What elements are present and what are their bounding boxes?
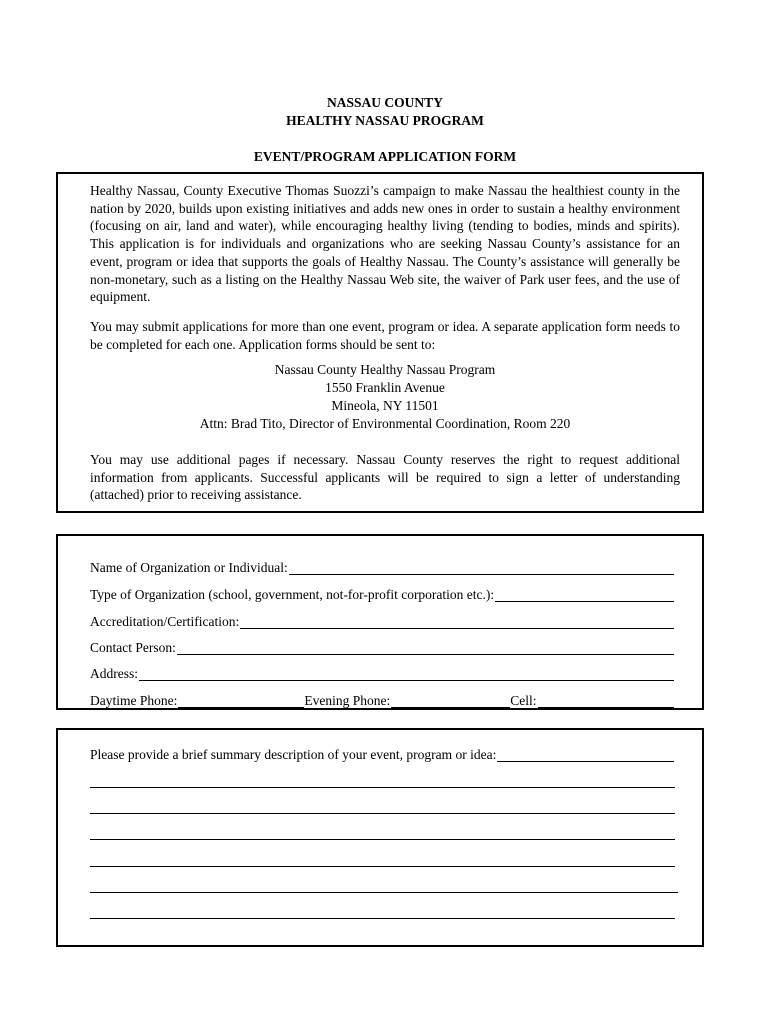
summary-prompt-row (90, 745, 674, 762)
address-row (90, 664, 674, 681)
mailing-address-attn: Attn: Brad Tito, Director of Environmental Coordination, Room 220 (199, 416, 571, 431)
summary-line-3[interactable] (90, 839, 675, 840)
org-name-label: Name of Organization or Individual: (90, 560, 288, 575)
evening-phone-field[interactable] (391, 694, 510, 708)
intro-paragraph-3: You may use additional pages if necessary. Nassau County reserves the right to request additional information from applicants. Successful applicants will be required to sign a letter of understanding (attached) prior to receiving assistance. (90, 452, 680, 503)
org-type-field[interactable] (495, 588, 674, 602)
org-name-field[interactable] (289, 561, 674, 575)
contact-field[interactable] (177, 641, 674, 655)
address-label: Address: (90, 666, 138, 681)
county-title: NASSAU COUNTY (327, 95, 443, 110)
contact-row (90, 638, 674, 655)
mailing-address-line-2: 1550 Franklin Avenue (325, 380, 445, 395)
accreditation-field[interactable] (240, 615, 674, 629)
accreditation-row (90, 612, 674, 629)
org-type-label: Type of Organization (school, government, not-for-profit corporation etc.): (90, 587, 495, 602)
contact-label: Contact Person: (90, 640, 176, 655)
summary-prompt: Please provide a brief summary description of your event, program or idea: (90, 747, 497, 762)
summary-line-1[interactable] (90, 787, 675, 788)
intro-paragraph-1: Healthy Nassau, County Executive Thomas Suozzi’s campaign to make Nassau the healthiest county in the nation by 2020, builds upon existing initiatives and adds new ones in order to sustain a healthy environment (focusing on air, land and water), while encouraging healthy living (tending to bodies, minds and spirits). This application is for individuals and organizations who are seeking Nassau County’s assistance for an event, program or idea that supports the goals of Healthy Nassau. The County’s assistance will generally be non-monetary, such as a listing on the Healthy Nassau Web site, the waiver of Park user fees, and the use of equipment. (90, 183, 680, 305)
summary-line-5[interactable] (90, 892, 678, 893)
address-field[interactable] (139, 667, 674, 681)
mailing-address-line-3: Mineola, NY 11501 (331, 398, 439, 413)
org-type-row (90, 585, 674, 602)
intro-paragraph-2: You may submit applications for more than one event, program or idea. A separate application form needs to be completed for each one. Application forms should be sent to: (90, 319, 680, 352)
daytime-phone-field[interactable] (178, 694, 304, 708)
cell-label: Cell: (510, 693, 537, 708)
org-name-row (90, 558, 674, 575)
summary-line-4[interactable] (90, 866, 675, 867)
summary-line-2[interactable] (90, 813, 675, 814)
form-title: EVENT/PROGRAM APPLICATION FORM (253, 149, 517, 164)
program-title: HEALTHY NASSAU PROGRAM (286, 113, 484, 128)
daytime-phone-label: Daytime Phone: (90, 693, 178, 708)
accreditation-label: Accreditation/Certification: (90, 614, 240, 629)
evening-phone-label: Evening Phone: (304, 693, 391, 708)
summary-line-6[interactable] (90, 918, 675, 919)
phone-row (90, 691, 674, 708)
cell-field[interactable] (538, 694, 675, 708)
summary-first-line[interactable] (497, 748, 674, 762)
mailing-address-line-1: Nassau County Healthy Nassau Program (274, 362, 496, 377)
